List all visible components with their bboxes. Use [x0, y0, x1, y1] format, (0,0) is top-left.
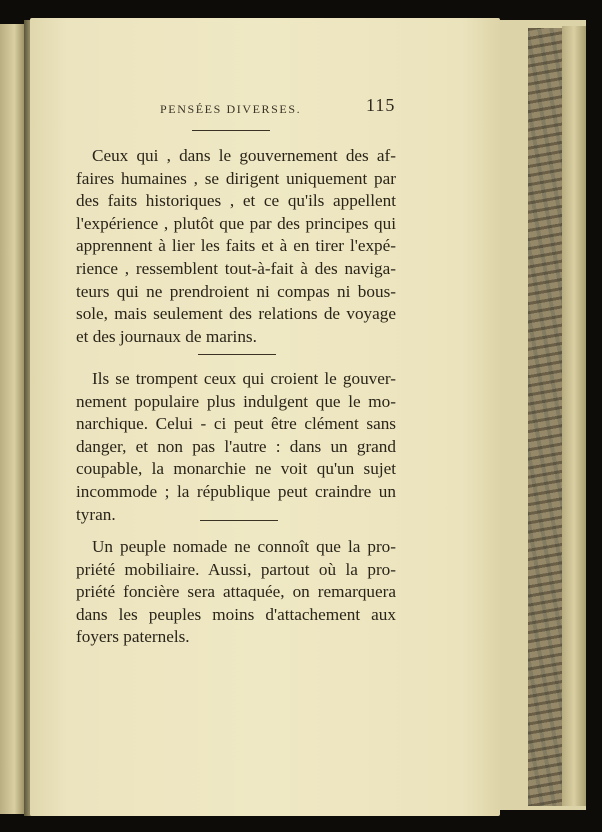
text-line: dans les peuples moins d'attachement aux — [76, 604, 396, 624]
facing-page-edge — [0, 24, 25, 814]
paragraph-1 — [76, 145, 396, 348]
text-line: tyran. — [76, 504, 116, 524]
text-line: priété foncière sera attaquée, on remarquera — [76, 582, 396, 602]
paragraph-2 — [76, 368, 396, 526]
section-rule — [200, 520, 278, 521]
text-line: rience , ressemblent tout-à-fait à des naviga- — [76, 258, 396, 278]
running-head: PENSÉES DIVERSES. — [160, 102, 302, 116]
text-line: teurs qui ne prendroient ni compas ni bous- — [76, 281, 396, 301]
text-line: coupable, la monarchie ne voit qu'un sujet — [76, 459, 396, 479]
page-header — [160, 95, 400, 120]
text-line: incommode ; la république peut craindre un — [76, 481, 396, 501]
text-line: danger, et non pas l'autre : dans un grand — [76, 436, 396, 456]
text-line: des faits historiques , et ce qu'ils appellent — [76, 191, 396, 211]
text-line: Ceux qui , dans le gouvernement des af- — [92, 146, 396, 165]
text-line: l'expérience , plutôt que par des principes qui — [76, 213, 396, 233]
text-line: foyers paternels. — [76, 627, 190, 647]
text-line: nement populaire plus indulgent que le mo- — [76, 391, 396, 411]
text-line: priété mobiliaire. Aussi, partout où la pro- — [76, 559, 396, 579]
text-line: faires humaines , se dirigent uniquement par — [76, 168, 396, 188]
text-line: sole, mais seulement des relations de voyage — [76, 304, 396, 324]
text-line: Un peuple nomade ne connoît que la pro- — [92, 537, 396, 556]
text-line: narchique. Celui - ci peut être clément sans — [76, 414, 396, 434]
fore-edge-paper — [562, 26, 586, 806]
text-line: et des journaux de marins. — [76, 326, 257, 346]
page-number: 115 — [366, 95, 396, 115]
text-line: apprennent à lier les faits et à en tirer l'expé- — [76, 236, 396, 256]
marbled-fore-edge — [528, 28, 562, 806]
text-line: Ils se trompent ceux qui croient le gouver- — [92, 369, 396, 388]
section-rule — [198, 354, 276, 355]
section-rule — [192, 130, 270, 131]
paragraph-3 — [76, 536, 396, 649]
